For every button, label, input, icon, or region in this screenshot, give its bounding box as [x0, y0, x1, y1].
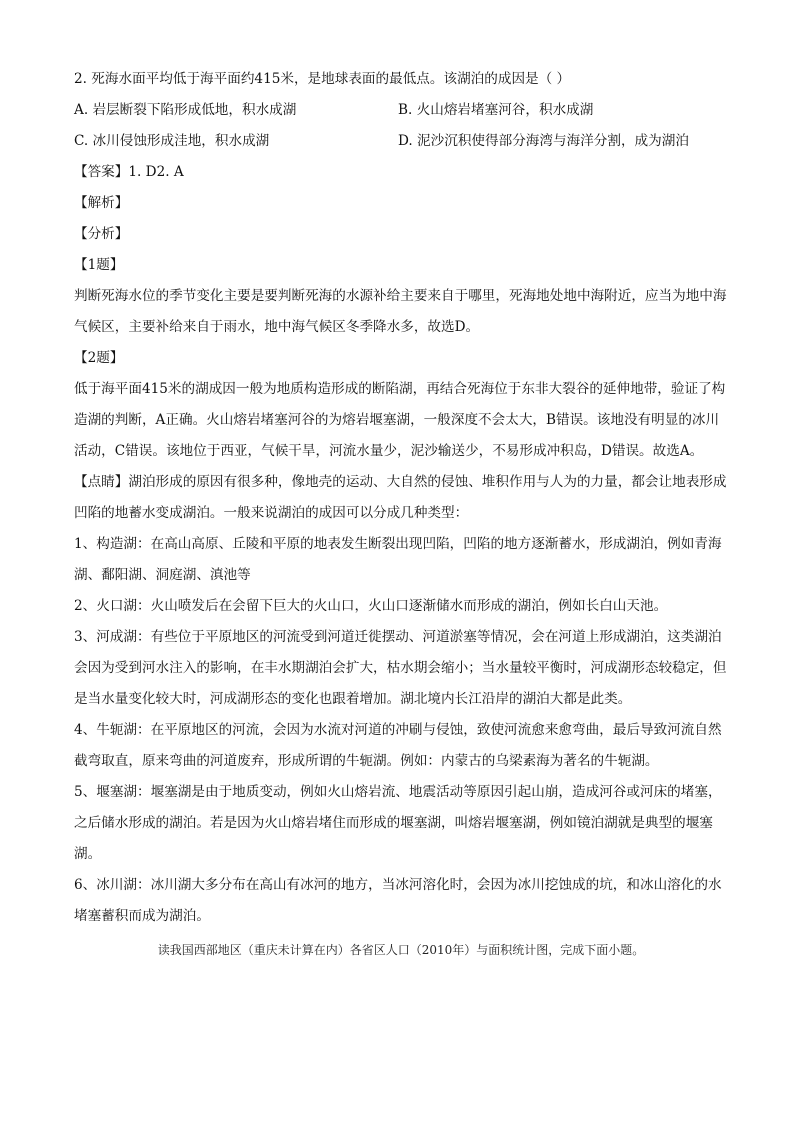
option-c: C. 冰川侵蚀形成洼地，积水成湖: [74, 133, 270, 149]
question-stem: 2. 死海水面平均低于海平面约415米，是地球表面的最低点。该湖泊的成因是（ ）: [74, 71, 571, 87]
heading-fenxi: 【分析】: [74, 226, 129, 242]
lake-type-6: 6、冰川湖：冰川湖大多分布在高山有冰河的地方，当冰河溶化时，会因为冰川挖蚀成的坑，和冰山溶化的水堵塞蓄积而成为湖泊。: [74, 877, 722, 924]
answer-line: 【答案】1. D2. A: [74, 164, 184, 180]
lake-type-3: 3、河成湖：有些位于平原地区的河流受到河道迁徙摆动、河道淤塞等情况，会在河道上形成湖泊，这类湖泊会因为受到河水注入的影响，在丰水期湖泊会扩大，枯水期会缩小；当水量较平衡时，河成湖形态较稳定，但是当水量变化较大时，河成湖形态的变化也跟着增加。湖北境内长江沿岸的湖泊大都是此类。: [74, 629, 727, 707]
q2-explanation: 低于海平面415米的湖成因一般为地质构造形成的断陷湖，再结合死海位于东非大裂谷的延伸地带，验证了构造湖的判断，A正确。火山熔岩堵塞河谷的为熔岩堰塞湖，一般深度不会太大，B错误。该地没有明显的冰川活动，C错误。该地位于西亚，气候干旱，河流水量少，泥沙输送少，不易形成冲积岛，D错误。故选A。: [74, 381, 726, 459]
lake-type-2: 2、火口湖：火山喷发后在会留下巨大的火山口，火山口逐渐储水而形成的湖泊，例如长白山天池。: [74, 598, 668, 614]
heading-q1: 【1题】: [74, 257, 124, 273]
dianjing-paragraph: 【点睛】湖泊形成的原因有很多种，像地壳的运动、大自然的侵蚀、堆积作用与人为的力量，都会让地表形成凹陷的地蓄水变成湖泊。一般来说湖泊的成因可以分成几种类型：: [74, 474, 727, 521]
lake-type-4: 4、牛轭湖：在平原地区的河流，会因为水流对河道的冲刷与侵蚀，致使河流愈来愈弯曲，最后导致河流自然截弯取直，原来弯曲的河道废弃，形成所谓的牛轭湖。例如：内蒙古的乌梁素海为著名的牛轭湖。: [74, 722, 722, 769]
q1-explanation: 判断死海水位的季节变化主要是要判断死海的水源补给主要来自于哪里，死海地处地中海附近，应当为地中海气候区，主要补给来自于雨水，地中海气候区冬季降水多，故选D。: [74, 288, 727, 335]
option-b: B. 火山熔岩堵塞河谷，积水成湖: [398, 102, 594, 118]
next-question-intro: 读我国西部地区（重庆未计算在内）各省区人口（2010年）与面积统计图，完成下面小题。: [157, 943, 645, 957]
options-row-2: [74, 126, 728, 157]
option-d: D. 泥沙沉积使得部分海湾与海洋分割，成为湖泊: [398, 133, 689, 149]
heading-jiexi: 【解析】: [74, 195, 129, 211]
document-page: [74, 64, 728, 962]
options-row-1: [74, 95, 728, 126]
lake-type-5: 5、堰塞湖：堰塞湖是由于地质变动，例如火山熔岩流、地震活动等原因引起山崩，造成河谷或河床的堵塞，之后储水形成的湖泊。若是因为火山熔岩堵住而形成的堰塞湖，叫熔岩堰塞湖，例如镜泊湖就是典型的堰塞湖。: [74, 784, 722, 862]
option-a: A. 岩层断裂下陷形成低地，积水成湖: [74, 102, 297, 118]
heading-q2: 【2题】: [74, 350, 124, 366]
lake-type-1: 1、构造湖：在高山高原、丘陵和平原的地表发生断裂出现凹陷，凹陷的地方逐渐蓄水，形成湖泊，例如青海湖、鄱阳湖、洞庭湖、滇池等: [74, 536, 722, 583]
